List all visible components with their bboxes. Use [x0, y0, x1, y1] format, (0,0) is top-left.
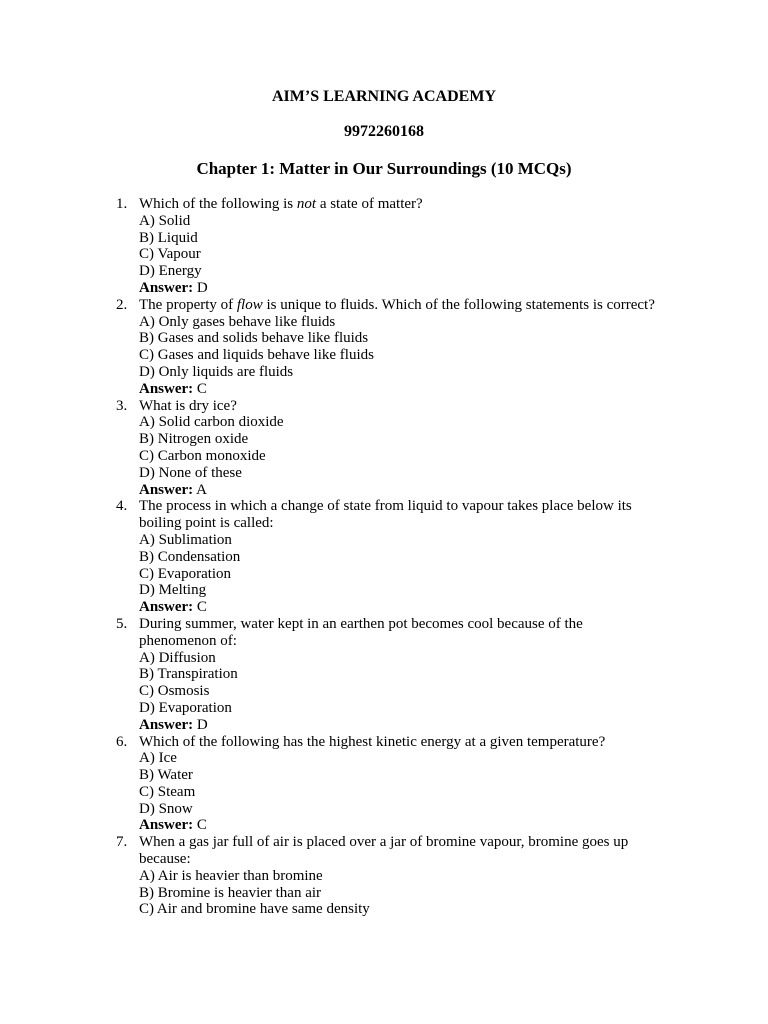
answer-value: D [196, 279, 208, 296]
question-item [0, 616, 768, 734]
answer-option: D) Only liquids are fluids [139, 363, 294, 380]
answer-option: A) Ice [139, 750, 177, 767]
question-number: 4. [116, 498, 128, 515]
question-text-part: Which of the following is [139, 196, 297, 212]
answer-option: A) Only gases behave like fluids [139, 313, 336, 330]
answer-value: D [196, 716, 208, 733]
answer-line [139, 482, 688, 499]
question-item [0, 834, 768, 918]
question-item [0, 196, 768, 297]
question-text: What is dry ice? [139, 397, 237, 414]
question-text: When a gas jar full of air is placed over a jar of bromine vapour, bromine goes up [139, 834, 629, 851]
answer-line [139, 381, 688, 398]
chapter-title: Chapter 1: Matter in Our Surroundings (10 MCQs) [196, 159, 572, 178]
question-number: 5. [116, 615, 128, 632]
answer-line [139, 717, 688, 734]
question-number: 2. [116, 296, 128, 313]
answer-label: Answer: [139, 279, 194, 296]
question-item [0, 398, 768, 499]
answer-option: A) Air is heavier than bromine [139, 867, 323, 884]
answer-line [139, 817, 688, 834]
question-text-part: The property of [139, 296, 237, 313]
question-text-part: is unique to fluids. Which of the following statements is correct? [262, 296, 655, 313]
question-text-emphasis: flow [236, 296, 263, 313]
question-number: 7. [116, 834, 128, 851]
answer-option: C) Steam [139, 783, 196, 800]
question-number: 3. [116, 397, 128, 414]
answer-line [139, 599, 688, 616]
answer-option: C) Osmosis [139, 683, 210, 700]
answer-option: A) Solid carbon dioxide [139, 414, 284, 431]
question-number: 1. [116, 196, 128, 212]
answer-option: B) Gases and solids behave like fluids [139, 330, 369, 347]
answer-value: C [196, 817, 207, 834]
answer-option: B) Condensation [139, 548, 241, 565]
answer-label: Answer: [139, 481, 194, 498]
answer-label: Answer: [139, 817, 194, 834]
answer-option: B) Bromine is heavier than air [139, 884, 322, 901]
question-text: During summer, water kept in an earthen pot becomes cool because of the [139, 615, 583, 632]
question-item [0, 498, 768, 616]
answer-option: B) Liquid [139, 229, 198, 246]
question-text [139, 297, 688, 314]
question-text: Which of the following has the highest kinetic energy at a given temperature? [139, 733, 606, 750]
answer-option: A) Diffusion [139, 649, 216, 666]
answer-label: Answer: [139, 599, 194, 616]
answer-value: C [196, 599, 207, 616]
question-item [0, 297, 768, 398]
answer-option: D) Melting [139, 582, 207, 599]
answer-value: A [196, 481, 207, 498]
answer-option: D) None of these [139, 464, 242, 481]
question-text [139, 196, 688, 213]
answer-value: C [196, 380, 207, 397]
answer-option: A) Sublimation [139, 531, 232, 548]
answer-option: C) Evaporation [139, 565, 232, 582]
question-text-emphasis: not [296, 196, 317, 212]
question-text: because: [139, 851, 191, 868]
answer-option: A) Solid [139, 212, 191, 229]
answer-option: D) Energy [139, 263, 202, 280]
question-number: 6. [116, 733, 128, 750]
academy-phone: 9972260168 [344, 123, 424, 140]
answer-option: C) Carbon monoxide [139, 447, 266, 464]
answer-label: Answer: [139, 716, 194, 733]
answer-option: C) Vapour [139, 246, 201, 263]
answer-line [139, 280, 688, 297]
question-text-part: a state of matter? [316, 196, 423, 212]
answer-option: B) Water [139, 767, 193, 784]
question-item [0, 734, 768, 835]
answer-option: B) Nitrogen oxide [139, 431, 249, 448]
answer-option: C) Gases and liquids behave like fluids [139, 347, 374, 364]
answer-option: D) Evaporation [139, 699, 232, 716]
answer-option: C) Air and bromine have same density [139, 901, 370, 918]
answer-option: D) Snow [139, 800, 193, 817]
question-text: The process in which a change of state from liquid to vapour takes place below its [139, 498, 632, 515]
question-list [0, 196, 768, 918]
question-text: boiling point is called: [139, 515, 274, 532]
academy-title: AIM’S LEARNING ACADEMY [271, 88, 496, 105]
question-text: phenomenon of: [139, 632, 237, 649]
answer-label: Answer: [139, 380, 194, 397]
answer-option: B) Transpiration [139, 666, 238, 683]
